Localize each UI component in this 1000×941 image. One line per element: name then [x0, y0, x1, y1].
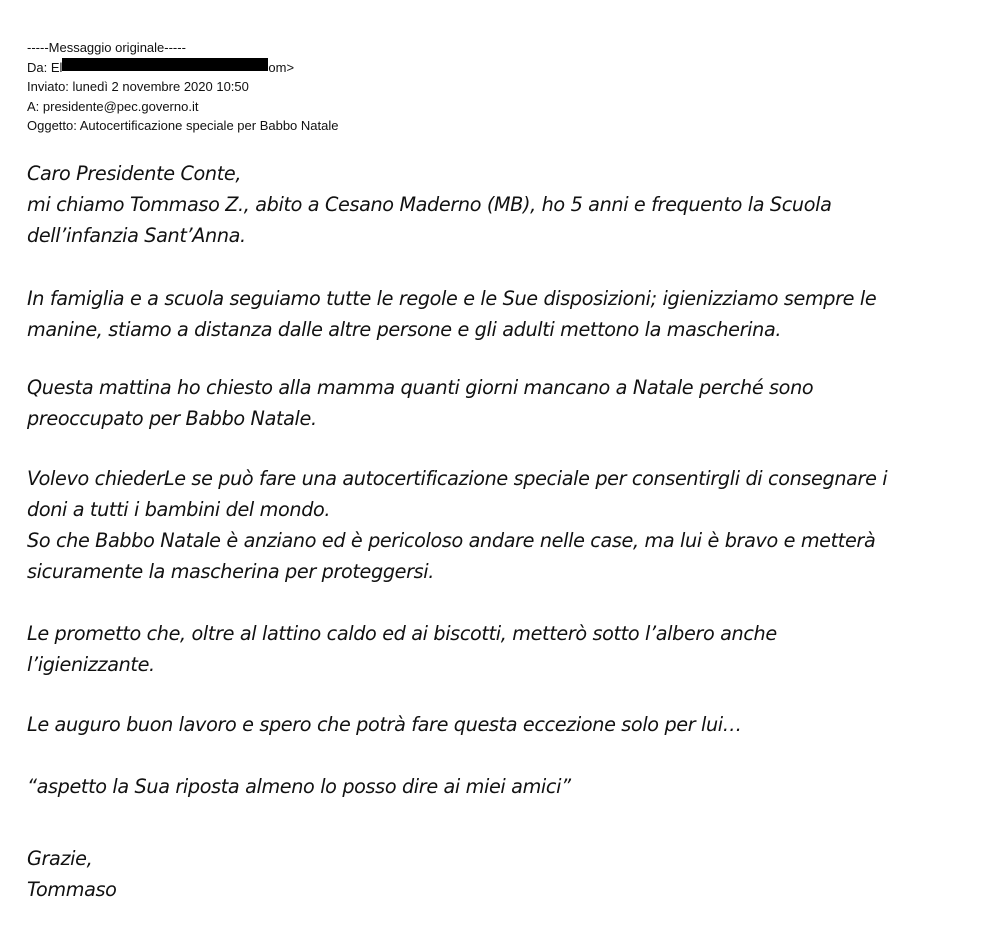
paragraph-quote [27, 771, 571, 802]
subject-text: Oggetto: Autocertificazione speciale per Babbo Natale [27, 118, 339, 133]
letter-line: dell’infanzia Sant’Anna. [27, 224, 246, 247]
original-message-marker [27, 38, 547, 58]
signature-line: Tommaso [27, 878, 117, 901]
closing-line: Grazie, [27, 847, 93, 870]
letter-line: mi chiamo Tommaso Z., abito a Cesano Maderno (MB), ho 5 anni e frequento la Scuola [27, 193, 832, 216]
letter-line: Caro Presidente Conte, [27, 162, 242, 185]
letter-line: Questa mattina ho chiesto alla mamma quanti giorni mancano a Natale perché sono [27, 376, 814, 399]
paragraph-wishes [27, 709, 742, 740]
paragraph-request [27, 463, 887, 587]
paragraph-greeting [27, 158, 832, 251]
email-header [27, 38, 547, 136]
letter-line: So che Babbo Natale è anziano ed è pericoloso andare nelle case, ma lui è bravo e metterà [27, 529, 876, 552]
letter-line: In famiglia e a scuola seguiamo tutte le regole e le Sue disposizioni; igienizziamo sempre le [27, 287, 877, 310]
letter-line: sicuramente la mascherina per proteggersi. [27, 560, 435, 583]
original-message-text: -----Messaggio originale----- [27, 40, 186, 55]
letter-line: Le prometto che, oltre al lattino caldo ed ai biscotti, metterò sotto l’albero anche [27, 622, 777, 645]
subject-line [27, 116, 547, 136]
letter-line: preoccupato per Babbo Natale. [27, 407, 317, 430]
redaction-bar [62, 58, 268, 71]
letter-line: doni a tutti i bambini del mondo. [27, 498, 331, 521]
sent-line [27, 77, 547, 97]
letter-line: manine, stiamo a distanza dalle altre persone e gli adulti mettono la mascherina. [27, 318, 782, 341]
paragraph-rules [27, 283, 876, 345]
to-line [27, 97, 547, 117]
paragraph-question [27, 372, 813, 434]
paragraph-closing [27, 843, 117, 905]
letter-line: l’igienizzante. [27, 653, 155, 676]
from-label: Da: El [27, 59, 63, 75]
from-tail: om> [268, 59, 295, 75]
to-text: A: presidente@pec.governo.it [27, 98, 199, 114]
sent-text: Inviato: lunedì 2 novembre 2020 10:50 [27, 79, 249, 94]
letter-line: “aspetto la Sua riposta almeno lo posso dire ai miei amici” [27, 775, 571, 798]
letter-line: Volevo chiederLe se può fare una autocertificazione speciale per consentirgli di consegnare i [27, 467, 888, 490]
paragraph-promise [27, 618, 777, 680]
from-line [27, 58, 547, 78]
letter-line: Le auguro buon lavoro e spero che potrà fare questa eccezione solo per lui… [27, 713, 742, 736]
